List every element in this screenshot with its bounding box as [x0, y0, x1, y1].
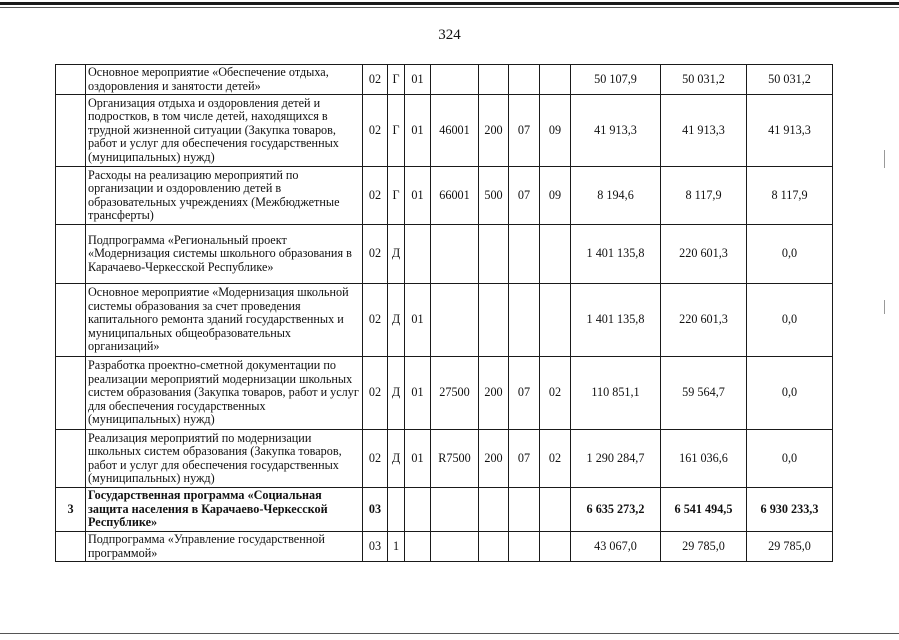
row-number: [56, 65, 86, 95]
table-row: [56, 284, 833, 357]
program-code: 03: [363, 532, 388, 562]
amount-year-2: 220 601,3: [661, 225, 747, 284]
program-code: 02: [363, 65, 388, 95]
amount-year-3: 6 930 233,3: [747, 488, 833, 532]
activity-code: [405, 488, 431, 532]
program-code: 02: [363, 167, 388, 225]
amount-year-1: 1 401 135,8: [571, 225, 661, 284]
subprogram-code: Г: [388, 95, 405, 167]
amount-year-3: 0,0: [747, 430, 833, 488]
direction-code: 46001: [431, 95, 479, 167]
amount-year-1: 50 107,9: [571, 65, 661, 95]
table-row: [56, 65, 833, 95]
subprogram-code: Г: [388, 65, 405, 95]
section-code: 07: [509, 95, 540, 167]
section-code: 07: [509, 357, 540, 430]
subsection-code: 02: [540, 357, 571, 430]
amount-year-1: 43 067,0: [571, 532, 661, 562]
activity-code: 01: [405, 357, 431, 430]
amount-year-1: 110 851,1: [571, 357, 661, 430]
amount-year-3: 29 785,0: [747, 532, 833, 562]
direction-code: [431, 532, 479, 562]
subsection-code: [540, 225, 571, 284]
expense-type-code: 200: [479, 357, 509, 430]
direction-code: 66001: [431, 167, 479, 225]
program-code: 02: [363, 225, 388, 284]
top-border-line-thin: [0, 7, 899, 8]
amount-year-3: 0,0: [747, 284, 833, 357]
expense-type-code: 200: [479, 95, 509, 167]
table-row: [56, 225, 833, 284]
amount-year-2: 50 031,2: [661, 65, 747, 95]
amount-year-2: 59 564,7: [661, 357, 747, 430]
program-code: 03: [363, 488, 388, 532]
expense-type-code: [479, 65, 509, 95]
amount-year-3: 41 913,3: [747, 95, 833, 167]
subsection-code: 02: [540, 430, 571, 488]
row-number: [56, 167, 86, 225]
page-number: 324: [438, 27, 461, 43]
section-code: [509, 65, 540, 95]
subsection-code: 09: [540, 167, 571, 225]
row-number: 3: [56, 488, 86, 532]
amount-year-3: 0,0: [747, 225, 833, 284]
program-code: 02: [363, 357, 388, 430]
scan-edge-mark: [884, 150, 885, 168]
row-number: [56, 95, 86, 167]
activity-code: 01: [405, 65, 431, 95]
subprogram-code: Д: [388, 430, 405, 488]
activity-code: [405, 532, 431, 562]
row-number: [56, 430, 86, 488]
budget-table: [55, 64, 833, 562]
section-code: [509, 284, 540, 357]
section-code: [509, 532, 540, 562]
subsection-code: 09: [540, 95, 571, 167]
table-row: [56, 532, 833, 562]
amount-year-3: 0,0: [747, 357, 833, 430]
table-row: [56, 95, 833, 167]
section-code: [509, 225, 540, 284]
section-code: 07: [509, 167, 540, 225]
row-number: [56, 225, 86, 284]
activity-code: [405, 225, 431, 284]
amount-year-3: 8 117,9: [747, 167, 833, 225]
amount-year-1: 41 913,3: [571, 95, 661, 167]
program-code: 02: [363, 284, 388, 357]
subprogram-code: Г: [388, 167, 405, 225]
subprogram-code: Д: [388, 225, 405, 284]
direction-code: [431, 284, 479, 357]
amount-year-2: 220 601,3: [661, 284, 747, 357]
subsection-code: [540, 488, 571, 532]
direction-code: 27500: [431, 357, 479, 430]
table-row: [56, 488, 833, 532]
program-code: 02: [363, 95, 388, 167]
amount-year-2: 6 541 494,5: [661, 488, 747, 532]
bottom-border-line: [0, 633, 899, 634]
amount-year-2: 8 117,9: [661, 167, 747, 225]
row-number: [56, 284, 86, 357]
amount-year-2: 29 785,0: [661, 532, 747, 562]
row-description: Основное мероприятие «Обеспечение отдыха, оздоровления и занятости детей»: [86, 65, 363, 95]
expense-type-code: [479, 532, 509, 562]
activity-code: 01: [405, 95, 431, 167]
row-description: Организация отдыха и оздоровления детей и подростков, в том числе детей, находящихся в трудной жизненной ситуации (Закупка товаров, работ и услуг для обеспечения государственных (муниципальных) нужд): [86, 95, 363, 167]
direction-code: [431, 488, 479, 532]
direction-code: [431, 225, 479, 284]
row-description: Подпрограмма «Управление государственной программой»: [86, 532, 363, 562]
amount-year-2: 41 913,3: [661, 95, 747, 167]
section-code: [509, 488, 540, 532]
subprogram-code: 1: [388, 532, 405, 562]
amount-year-1: 1 290 284,7: [571, 430, 661, 488]
table-row: [56, 430, 833, 488]
subprogram-code: Д: [388, 284, 405, 357]
subprogram-code: Д: [388, 357, 405, 430]
amount-year-3: 50 031,2: [747, 65, 833, 95]
subsection-code: [540, 65, 571, 95]
expense-type-code: [479, 225, 509, 284]
activity-code: 01: [405, 430, 431, 488]
scan-edge-mark: [884, 300, 885, 314]
direction-code: [431, 65, 479, 95]
section-code: 07: [509, 430, 540, 488]
activity-code: 01: [405, 167, 431, 225]
row-description: Подпрограмма «Региональный проект «Модернизация системы школьного образования в Карачаево-Черкесской Республике»: [86, 225, 363, 284]
expense-type-code: 200: [479, 430, 509, 488]
direction-code: R7500: [431, 430, 479, 488]
row-number: [56, 532, 86, 562]
row-description: Основное мероприятие «Модернизация школьной системы образования за счет проведения капитального ремонта зданий государственных и муниципальных общеобразовательных организаций»: [86, 284, 363, 357]
row-description: Расходы на реализацию мероприятий по организации и оздоровлению детей в образовательных учреждениях (Межбюджетные трансферты): [86, 167, 363, 225]
amount-year-1: 6 635 273,2: [571, 488, 661, 532]
expense-type-code: [479, 488, 509, 532]
amount-year-1: 1 401 135,8: [571, 284, 661, 357]
table-row: [56, 357, 833, 430]
row-description: Разработка проектно-сметной документации по реализации мероприятий модернизации школьных систем образования (Закупка товаров, работ и услуг для обеспечения государственных (муниципальных) нужд): [86, 357, 363, 430]
expense-type-code: 500: [479, 167, 509, 225]
expense-type-code: [479, 284, 509, 357]
program-code: 02: [363, 430, 388, 488]
subprogram-code: [388, 488, 405, 532]
top-border-line: [0, 2, 899, 5]
amount-year-1: 8 194,6: [571, 167, 661, 225]
row-number: [56, 357, 86, 430]
subsection-code: [540, 284, 571, 357]
subsection-code: [540, 532, 571, 562]
activity-code: 01: [405, 284, 431, 357]
amount-year-2: 161 036,6: [661, 430, 747, 488]
table-row: [56, 167, 833, 225]
row-description: Государственная программа «Социальная защита населения в Карачаево-Черкесской Республике»: [86, 488, 363, 532]
row-description: Реализация мероприятий по модернизации школьных систем образования (Закупка товаров, работ и услуг для обеспечения государственных (муниципальных) нужд): [86, 430, 363, 488]
